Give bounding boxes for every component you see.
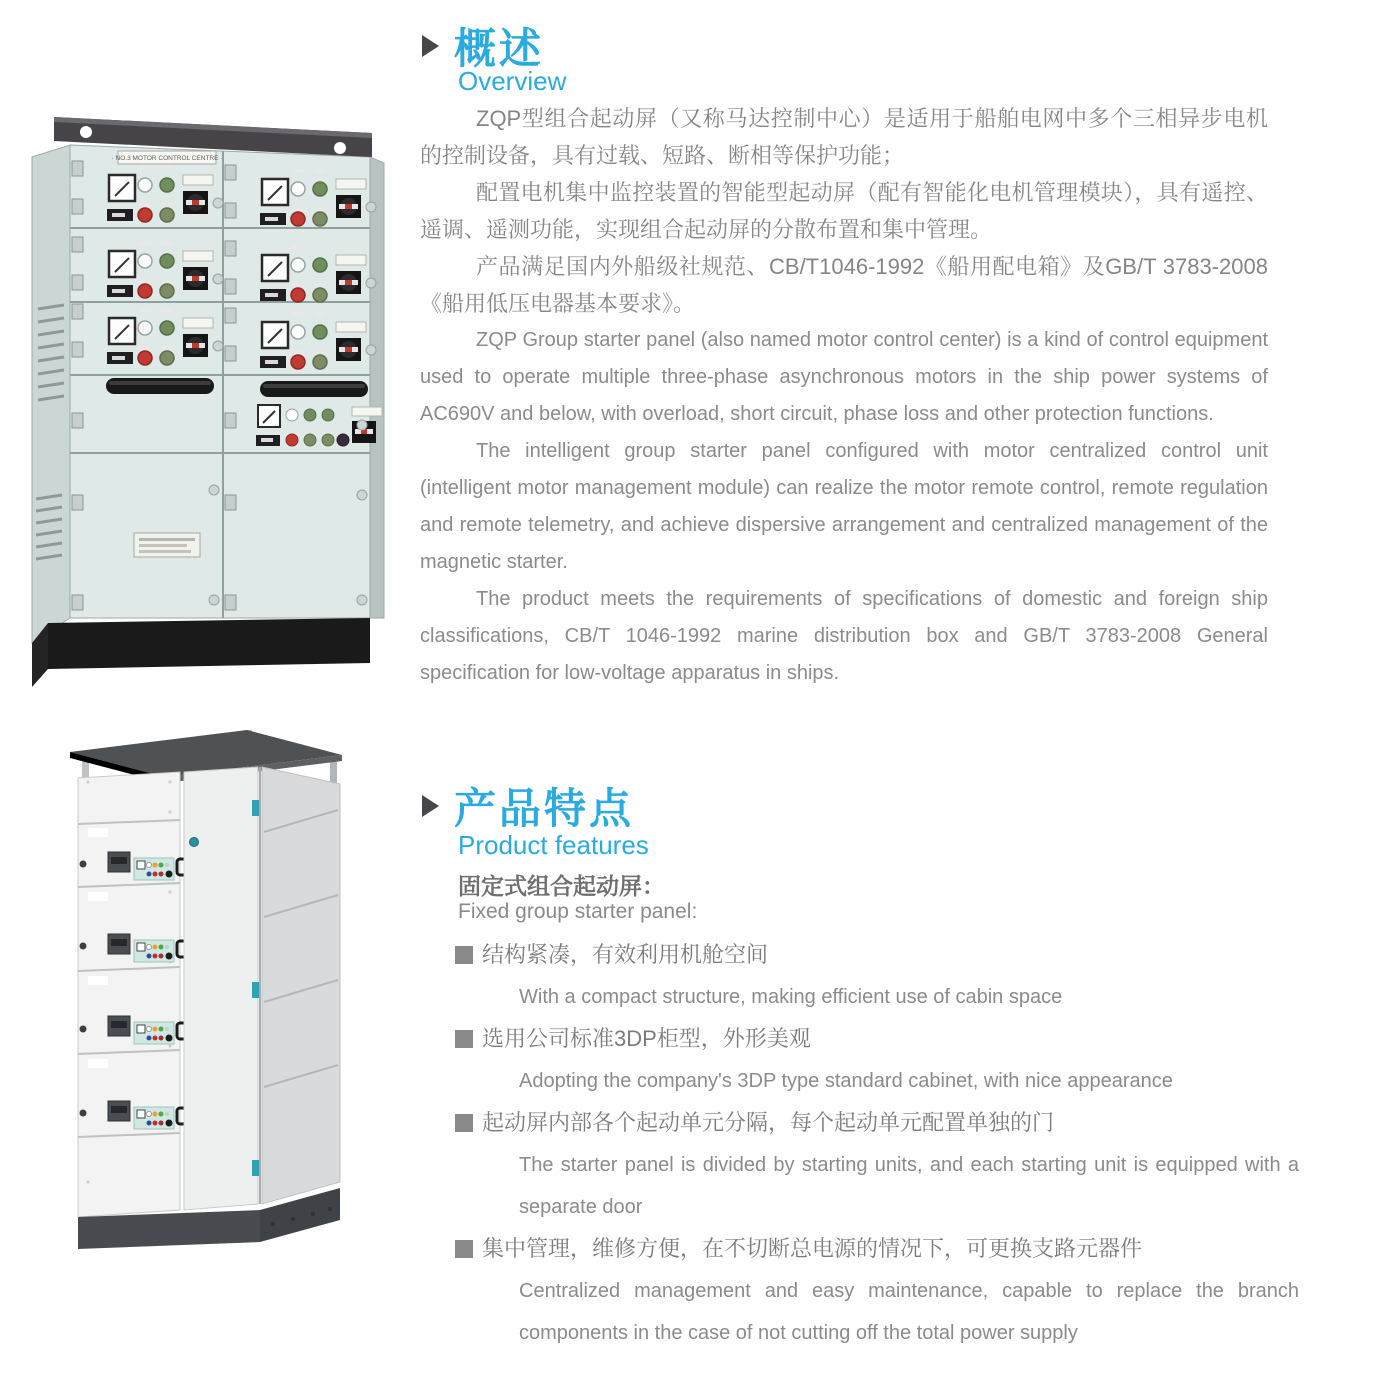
overview-title-en: Overview xyxy=(458,66,567,96)
feature-item xyxy=(455,1102,1299,1228)
feature-text-en: With a compact structure, making efficient use of cabin space xyxy=(519,986,1063,1008)
overview-body xyxy=(420,100,1268,692)
features-section-header xyxy=(422,776,634,836)
overview-paragraph-zh: 配置电机集中监控装置的智能型起动屏（配有智能化电机管理模块），具有遥控、遥调、遥测功能，实现组合起动屏的分散布置和集中管理。 xyxy=(420,180,1268,242)
cabinet-photo-3dp xyxy=(58,712,390,1272)
cabinet-front-illustration xyxy=(18,95,400,695)
bullet-square-icon xyxy=(455,1240,473,1258)
bullet-square-icon xyxy=(455,1114,473,1132)
feature-text-zh: 结构紧凑，有效利用机舱空间 xyxy=(482,942,769,967)
overview-title-zh: 概述 xyxy=(454,25,545,72)
feature-item xyxy=(455,934,1270,1018)
feature-text-zh: 选用公司标准3DP柜型，外形美观 xyxy=(482,1026,811,1051)
features-subtitle-zh: 固定式组合起动屏： xyxy=(458,873,665,899)
overview-paragraph-zh: ZQP型组合起动屏（又称马达控制中心）是适用于船舶电网中多个三相异步电机的控制设备，具有过载、短路、断相等保护功能； xyxy=(420,106,1268,168)
cabinet-3dp-illustration xyxy=(58,712,388,1272)
feature-text-en: Adopting the company's 3DP type standard cabinet, with nice appearance xyxy=(519,1070,1173,1092)
overview-paragraph-en: The intelligent group starter panel configured with motor centralized control unit (intelligent motor management module) can realize the motor remote control, remote regulation and remote telemetry, and achieve dispersive arrangement and centralized management of the magnetic starter. xyxy=(420,440,1268,573)
overview-paragraph-en: ZQP Group starter panel (also named motor control center) is a kind of control equipment used to operate multiple three-phase asynchronous motors in the ship power systems of AC690V and below, with overload, short circuit, phase loss and other protection functions. xyxy=(420,329,1268,425)
feature-line-zh xyxy=(455,1018,1270,1060)
feature-text-en: Centralized management and easy maintenance, capable to replace the branch components in the case of not cutting off the total power supply xyxy=(519,1280,1299,1344)
feature-item xyxy=(455,1018,1270,1102)
feature-line-zh xyxy=(455,1102,1270,1144)
features-title-en: Product features xyxy=(458,830,649,860)
feature-text-zh: 起动屏内部各个起动单元分隔，每个起动单元配置单独的门 xyxy=(482,1110,1055,1135)
bullet-square-icon xyxy=(455,946,473,964)
feature-line-zh xyxy=(455,1228,1270,1270)
feature-item xyxy=(455,1228,1299,1354)
overview-paragraph-en: The product meets the requirements of specifications of domestic and foreign ship classifications, CB/T 1046-1992 marine distribution box and GB/T 3783-2008 General specification for low-voltage apparatus in ships. xyxy=(420,588,1268,684)
features-list xyxy=(455,934,1299,1354)
overview-paragraph-zh: 产品满足国内外船级社规范、CB/T1046-1992《船用配电箱》及GB/T 3783-2008《船用低压电器基本要求》。 xyxy=(420,254,1268,316)
section-marker-icon xyxy=(422,35,439,57)
cabinet-nameplate-label: · NO.3 MOTOR CONTROL CENTRE · xyxy=(111,155,223,162)
cabinet-photo-front xyxy=(18,95,400,695)
features-title-zh: 产品特点 xyxy=(454,785,635,832)
feature-line-zh xyxy=(455,934,1270,976)
feature-text-zh: 集中管理，维修方便，在不切断总电源的情况下，可更换支路元器件 xyxy=(482,1236,1143,1261)
section-marker-icon xyxy=(422,795,439,817)
features-subtitle-en: Fixed group starter panel: xyxy=(458,900,698,923)
feature-text-en: The starter panel is divided by starting units, and each starting unit is equipped with a separate door xyxy=(519,1154,1299,1218)
bullet-square-icon xyxy=(455,1030,473,1048)
